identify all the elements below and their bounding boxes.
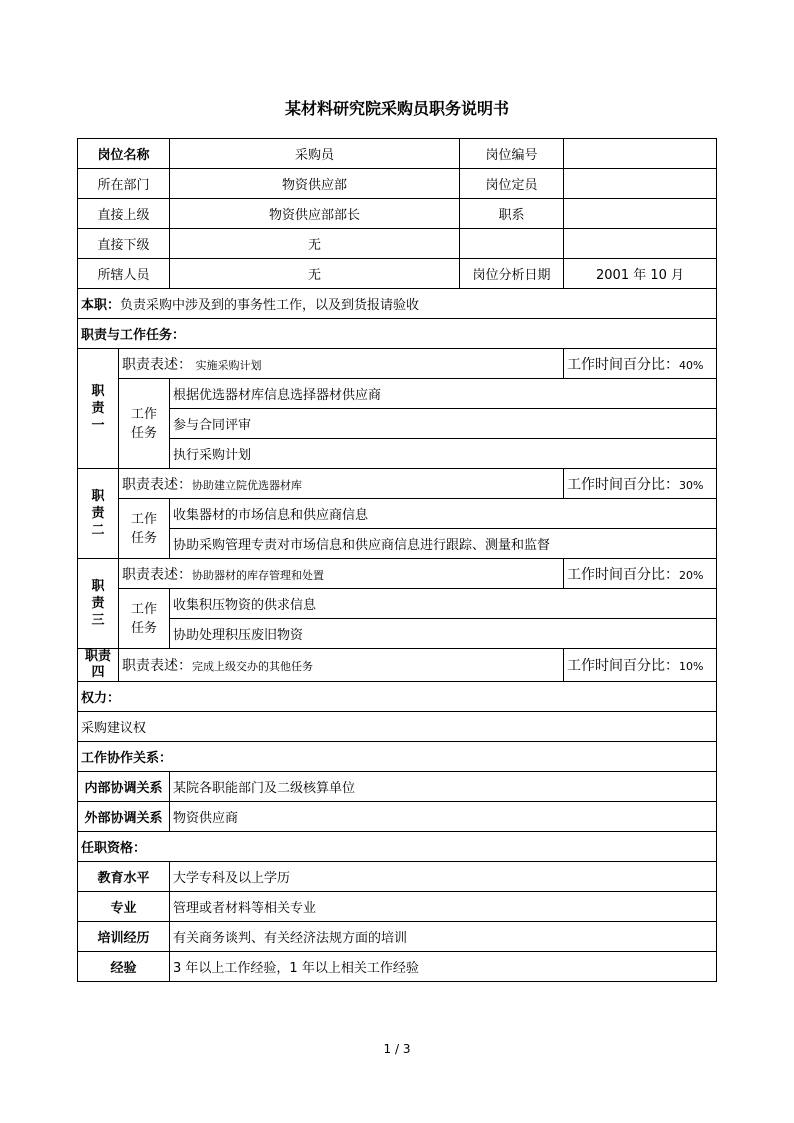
duty-summary-label: 本职： xyxy=(81,298,121,313)
internal-relations-value: 某院各职能部门及二级核算单位 xyxy=(170,772,717,802)
task-label: 工作 任务 xyxy=(119,589,170,649)
responsibility-3-task-row xyxy=(78,589,717,619)
responsibility-4-statement xyxy=(119,649,564,682)
statement-label: 职责表述： xyxy=(122,658,192,674)
superior-label: 直接上级 xyxy=(78,199,170,229)
authority-text: 采购建议权 xyxy=(78,712,717,742)
row-duty-summary xyxy=(78,289,717,319)
major-label: 专业 xyxy=(78,892,170,922)
position-name-value: 采购员 xyxy=(170,139,460,169)
position-code-label: 岗位编号 xyxy=(460,139,564,169)
task-item: 协助采购管理专责对市场信息和供应商信息进行跟踪、测量和监督 xyxy=(170,529,717,559)
responsibility-1-task-row xyxy=(78,439,717,469)
row-authority xyxy=(78,712,717,742)
position-name-label: 岗位名称 xyxy=(78,139,170,169)
subordinate-label: 直接下级 xyxy=(78,229,170,259)
row-relations-header xyxy=(78,742,717,772)
row-authority-header xyxy=(78,682,717,712)
responsibility-4-statement-row xyxy=(78,649,717,682)
statement-text: 实施采购计划 xyxy=(192,358,262,372)
department-value: 物资供应部 xyxy=(170,169,460,199)
responsibility-3-statement-row xyxy=(78,559,717,589)
experience-label: 经验 xyxy=(78,952,170,982)
subordinate-value: 无 xyxy=(170,229,460,259)
row-major xyxy=(78,892,717,922)
task-label: 工作 任务 xyxy=(119,379,170,469)
statement-label: 职责表述： xyxy=(122,476,192,493)
external-relations-label: 外部协调关系 xyxy=(78,802,170,832)
responsibility-2-task-row xyxy=(78,529,717,559)
experience-value: 3 年以上工作经验，1 年以上相关工作经验 xyxy=(170,952,717,982)
row-experience xyxy=(78,952,717,982)
time-value: 10% xyxy=(679,660,704,673)
time-label: 工作时间百分比： xyxy=(567,566,680,583)
relations-label: 工作协作关系： xyxy=(78,742,717,772)
page-number: 1 / 3 xyxy=(383,1042,411,1056)
responsibility-3-task-row xyxy=(78,619,717,649)
analysis-date-label: 岗位分析日期 xyxy=(460,259,564,289)
time-label: 工作时间百分比： xyxy=(567,658,680,674)
responsibilities-header: 职责与工作任务： xyxy=(78,319,717,349)
staff-value: 无 xyxy=(170,259,460,289)
staff-label: 所辖人员 xyxy=(78,259,170,289)
task-item: 参与合同评审 xyxy=(170,409,717,439)
responsibility-2-statement-row xyxy=(78,469,717,499)
responsibility-1-statement-row xyxy=(78,349,717,379)
statement-text: 协助建立院优选器材库 xyxy=(192,478,302,492)
row-responsibilities-header xyxy=(78,319,717,349)
task-item: 收集积压物资的供求信息 xyxy=(170,589,717,619)
time-label: 工作时间百分比： xyxy=(567,356,680,373)
row-internal-relations xyxy=(78,772,717,802)
duty-summary-cell xyxy=(78,289,717,319)
job-description-table xyxy=(77,138,717,982)
row-external-relations xyxy=(78,802,717,832)
external-relations-value: 物资供应商 xyxy=(170,802,717,832)
responsibility-1-time xyxy=(564,349,717,379)
education-value: 大学专科及以上学历 xyxy=(170,862,717,892)
analysis-date-value: 2001 年 10 月 xyxy=(564,259,717,289)
time-label: 工作时间百分比： xyxy=(567,476,680,493)
internal-relations-label: 内部协调关系 xyxy=(78,772,170,802)
row-staff xyxy=(78,259,717,289)
statement-label: 职责表述： xyxy=(122,566,192,583)
responsibility-3-name: 职 责 三 xyxy=(78,559,119,649)
row-department xyxy=(78,169,717,199)
statement-text: 协助器材的库存管理和处置 xyxy=(192,568,324,582)
major-value: 管理或者材料等相关专业 xyxy=(170,892,717,922)
responsibility-1-statement xyxy=(119,349,564,379)
row-training xyxy=(78,922,717,952)
responsibility-2-task-row xyxy=(78,499,717,529)
duty-summary-text: 负责采购中涉及到的事务性工作，以及到货报请验收 xyxy=(120,298,420,313)
task-item: 协助处理积压废旧物资 xyxy=(170,619,717,649)
empty-cell xyxy=(460,229,564,259)
row-superior xyxy=(78,199,717,229)
empty-cell xyxy=(564,229,717,259)
responsibility-2-name: 职 责 二 xyxy=(78,469,119,559)
statement-text: 完成上级交办的其他任务 xyxy=(192,660,313,673)
responsibility-1-name: 职 责 一 xyxy=(78,349,119,469)
department-label: 所在部门 xyxy=(78,169,170,199)
time-value: 20% xyxy=(679,568,704,582)
position-code-value xyxy=(564,139,717,169)
responsibility-2-time xyxy=(564,469,717,499)
task-label: 工作 任务 xyxy=(119,499,170,559)
responsibility-3-time xyxy=(564,559,717,589)
task-item: 根据优选器材库信息选择器材供应商 xyxy=(170,379,717,409)
time-value: 30% xyxy=(679,478,704,492)
rank-label: 职系 xyxy=(460,199,564,229)
row-subordinate xyxy=(78,229,717,259)
task-item: 执行采购计划 xyxy=(170,439,717,469)
responsibility-1-task-row xyxy=(78,379,717,409)
responsibility-4-time xyxy=(564,649,717,682)
training-value: 有关商务谈判、有关经济法规方面的培训 xyxy=(170,922,717,952)
quota-label: 岗位定员 xyxy=(460,169,564,199)
responsibility-2-statement xyxy=(119,469,564,499)
rank-value xyxy=(564,199,717,229)
quota-value xyxy=(564,169,717,199)
superior-value: 物资供应部部长 xyxy=(170,199,460,229)
responsibility-4-name: 职责 四 xyxy=(78,649,119,682)
authority-label: 权力： xyxy=(78,682,717,712)
responsibility-3-statement xyxy=(119,559,564,589)
education-label: 教育水平 xyxy=(78,862,170,892)
time-value: 40% xyxy=(679,358,704,372)
row-position-name xyxy=(78,139,717,169)
task-item: 收集器材的市场信息和供应商信息 xyxy=(170,499,717,529)
qualifications-label: 任职资格： xyxy=(78,832,717,862)
responsibility-1-task-row xyxy=(78,409,717,439)
row-education xyxy=(78,862,717,892)
statement-label: 职责表述： xyxy=(122,356,192,373)
document-title: 某材料研究院采购员职务说明书 xyxy=(284,99,509,118)
row-qualifications-header xyxy=(78,832,717,862)
training-label: 培训经历 xyxy=(78,922,170,952)
